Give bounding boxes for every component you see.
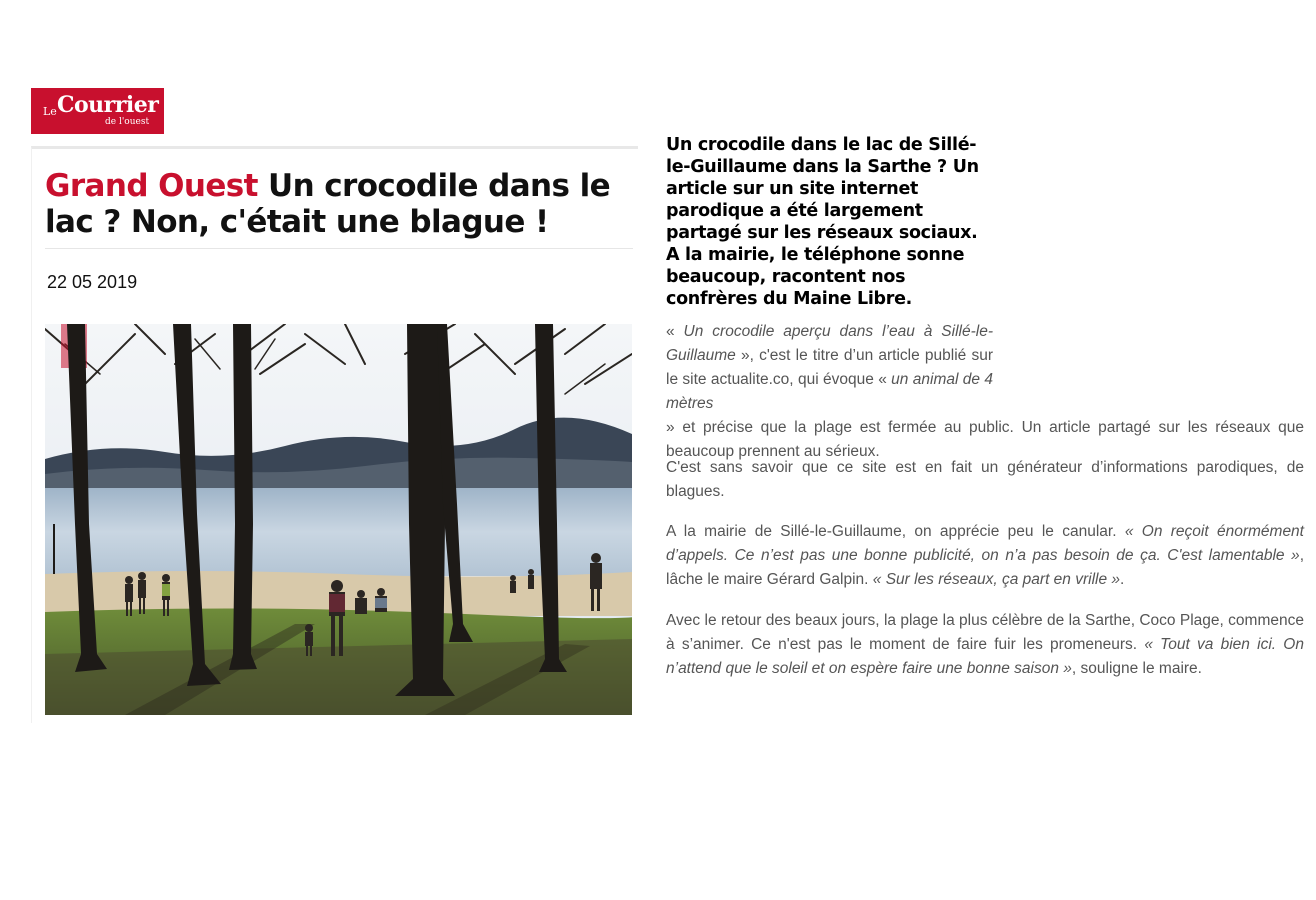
logo-le-text: Le xyxy=(43,105,57,118)
logo-courrier-text: Courrier xyxy=(57,92,159,118)
title-divider xyxy=(45,248,633,249)
le-courrier-logo[interactable] xyxy=(31,88,164,134)
body-paragraph-1: « Un crocodile aperçu dans l’eau à Sillé-le-Guillaume », c'est le titre d’un article publié sur le site actualite.co, qui évoque « un animal de 4 mètres » et précise que la plage est fermée au public. Un article partagé sur les réseaux que beaucoup prennent au sérieux. xyxy=(666,323,1304,460)
lake-beach-photo xyxy=(45,324,632,715)
body-paragraph-3: A la mairie de Sillé-le-Guillaume, on apprécie peu le canular. « On reçoit énormément d’appels. Ce n’est pas une bonne publicité, on n’a pas besoin de ça. C'est lamentable », lâche le maire Gérard Galpin. « Sur les réseaux, ça part en vrille ». xyxy=(666,523,1304,588)
article-lede: Un crocodile dans le lac de Sillé-le-Guillaume dans la Sarthe ? Un article sur un site internet parodique a été largement partagé sur les réseaux sociaux. A la mairie, le téléphone sonne beaucoup, racontent nos confrères du Maine Libre. xyxy=(666,135,979,309)
article-headline xyxy=(45,168,635,240)
publication-date: 22 05 2019 xyxy=(47,272,138,292)
body-paragraph-4: Avec le retour des beaux jours, la plage la plus célèbre de la Sarthe, Coco Plage, commence à s’animer. Ce n'est pas le moment de faire fuir les promeneurs. « Tout va bien ici. On n’attend que le soleil et on espère faire une bonne saison », souligne le maire. xyxy=(666,612,1304,677)
article-title: Un crocodile dans le lac ? Non, c'était une blague ! xyxy=(45,168,611,240)
section-kicker[interactable]: Grand Ouest xyxy=(45,168,258,204)
body-paragraph-2: C'est sans savoir que ce site est en fait un générateur d’informations parodiques, de blagues. xyxy=(666,459,1304,500)
logo-ouest-text: de l'ouest xyxy=(105,117,150,127)
